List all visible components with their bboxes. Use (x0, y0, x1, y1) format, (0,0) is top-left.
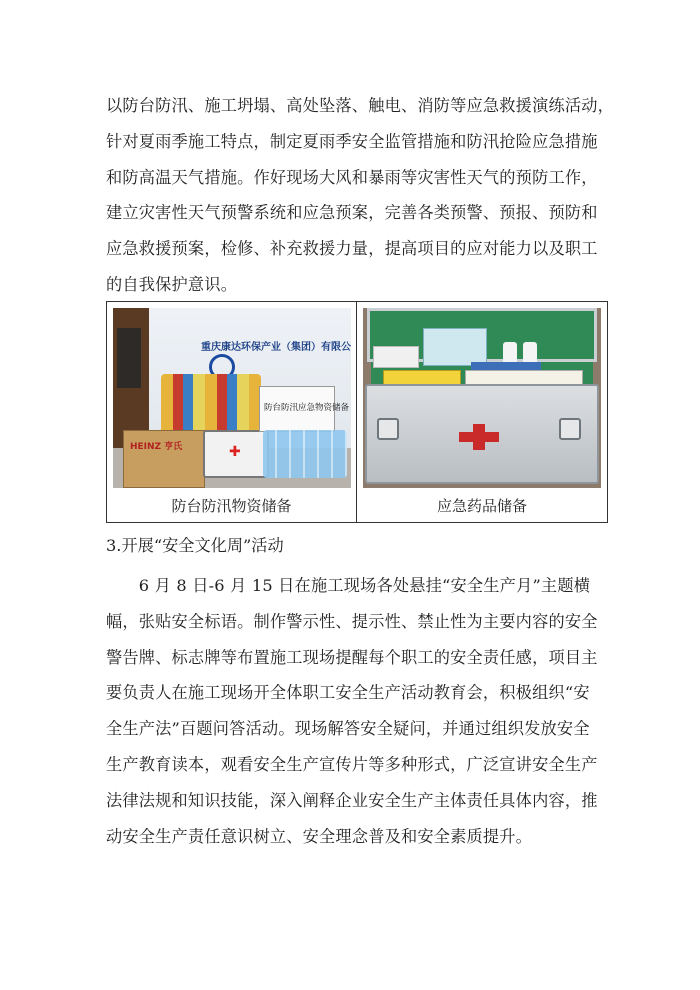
supplies-sign-text: 防台防汛应急物资储备 (264, 403, 350, 413)
red-cross-icon (459, 424, 499, 450)
text-line: 建立灾害性天气预警系统和应急预案，完善各类预警、预报、预防和 (106, 203, 598, 223)
medicine-kit-photo (363, 308, 601, 488)
caption-medicine: 应急药品储备 (436, 497, 527, 515)
text-line: 动安全生产责任意识树立、安全理念普及和安全素质提升。 (106, 826, 533, 846)
text-line: 的自我保护意识。 (106, 274, 238, 294)
photo-cell-flood-supplies (107, 302, 357, 522)
latch-icon (377, 418, 399, 440)
text-line: 6 月 8 日-6 月 15 日在施工现场各处悬挂“安全生产月”主题横 (106, 576, 591, 595)
photo-table (106, 301, 608, 523)
text-line: 全生产法”百题问答活动。现场解答安全疑问，并通过组织发放安全 (106, 719, 590, 739)
text-line: 幅，张贴安全标语。制作警示性、提示性、禁止性为主要内容的安全 (106, 611, 598, 631)
snack-supplies (161, 374, 261, 434)
flood-supplies-photo (113, 308, 351, 488)
text-line: 生产教育读本，观看安全生产宣传片等多种形式，广泛宣讲安全生产 (106, 754, 598, 774)
text-line: 以防台防汛、施工坍塌、高处坠落、触电、消防等应急救援演练活动， (106, 96, 615, 115)
water-bottles (263, 430, 347, 478)
text-line: 和防高温天气措施。作好现场大风和暴雨等灾害性天气的预防工作， (106, 167, 598, 187)
section-heading: 3.开展“安全文化周”活动 (106, 536, 284, 555)
photo-cell-medicine (357, 302, 607, 522)
supplies-sign (259, 386, 350, 432)
supply-carton (123, 430, 205, 488)
caption-flood-supplies: 防台防汛物资储备 (171, 497, 292, 515)
first-aid-kit-icon (203, 430, 269, 478)
intro-paragraph (106, 88, 615, 303)
latch-icon (559, 418, 581, 440)
medicine-box (423, 328, 487, 366)
body-paragraph (106, 568, 596, 854)
carton-label: HEINZ 亨氏 (130, 442, 183, 452)
text-line: 应急救援预案，检修、补充救援力量，提高项目的应对能力以及职工 (106, 239, 598, 259)
text-line: 针对夏雨季施工特点，制定夏雨季安全监管措施和防汛抢险应急措施 (106, 131, 598, 151)
text-line: 要负责人在施工现场开全体职工安全生产活动教育会，积极组织“安 (106, 683, 590, 703)
text-line: 警告牌、标志牌等布置施工现场提醒每个职工的安全责任感，项目主 (106, 647, 598, 667)
medicine-box (373, 346, 419, 368)
text-line: 法律法规和知识技能，深入阐释企业安全生产主体责任具体内容，推 (106, 790, 598, 810)
wall-company-name: 重庆康达环保产业（集团）有限公 (201, 342, 351, 353)
